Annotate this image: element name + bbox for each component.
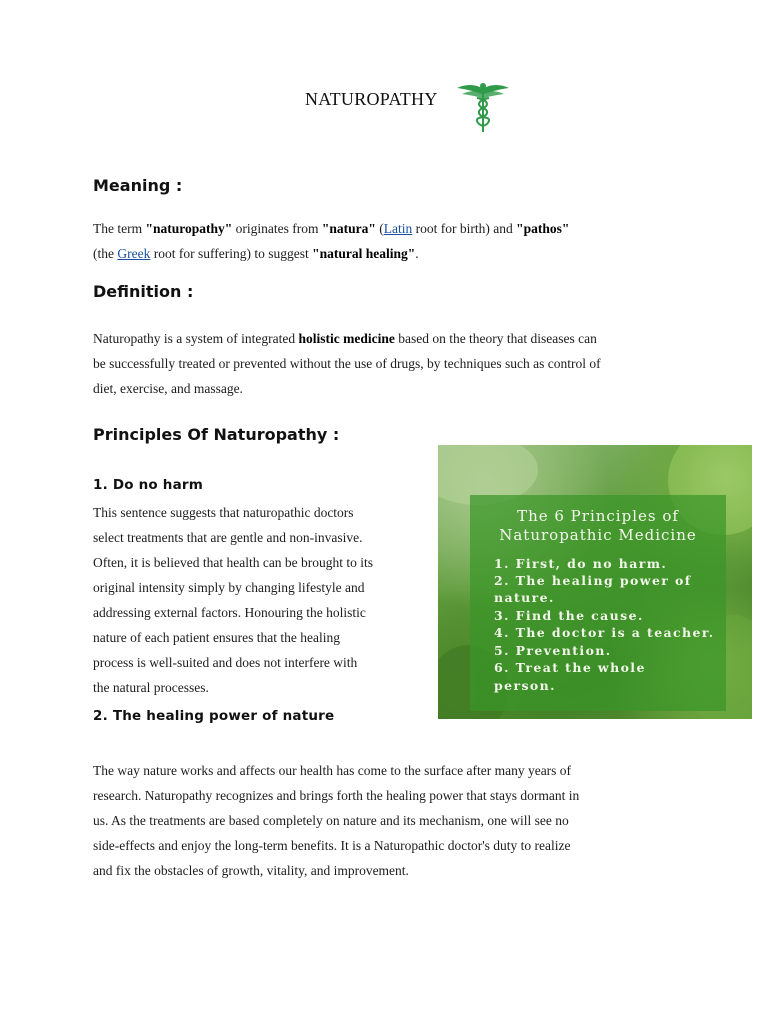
- meaning-paragraph: [93, 216, 693, 266]
- principles-image: [438, 445, 752, 719]
- panel-item: 4. The doctor is a teacher.: [494, 625, 715, 640]
- paragraph-line: side-effects and enjoy the long-term benefits. It is a Naturopathic doctor's duty to realize: [93, 838, 571, 853]
- paragraph-line: This sentence suggests that naturopathic doctors: [93, 505, 354, 520]
- principle-1-heading: 1. Do no harm: [93, 477, 204, 493]
- meaning-text: originates from: [232, 221, 322, 236]
- panel-item: person.: [494, 678, 556, 693]
- principles-panel: [470, 495, 726, 711]
- paragraph-line: and fix the obstacles of growth, vitality, and improvement.: [93, 863, 409, 878]
- panel-title: The 6 Principles of: [517, 507, 679, 525]
- meaning-text: .: [415, 246, 419, 261]
- panel-item: 3. Find the cause.: [494, 608, 644, 623]
- panel-item: 2. The healing power of: [494, 573, 692, 588]
- definition-heading: Definition :: [93, 282, 194, 301]
- paragraph-line: original intensity simply by changing lifestyle and: [93, 580, 365, 595]
- meaning-term: "natura": [321, 221, 376, 236]
- meaning-text: The term: [93, 221, 146, 236]
- definition-text: Naturopathy is a system of integrated: [93, 331, 299, 346]
- definition-line: diet, exercise, and massage.: [93, 381, 243, 396]
- principles-heading: Principles Of Naturopathy :: [93, 425, 340, 444]
- paragraph-line: process is well-suited and does not interfere with: [93, 655, 358, 670]
- paragraph-line: research. Naturopathy recognizes and brings forth the healing power that stays dormant in: [93, 788, 580, 803]
- caduceus-icon: [455, 80, 511, 134]
- panel-item: nature.: [494, 590, 555, 605]
- paragraph-line: the natural processes.: [93, 680, 209, 695]
- meaning-text: (the: [93, 246, 118, 261]
- definition-line: be successfully treated or prevented without the use of drugs, by techniques such as control of: [93, 356, 601, 371]
- paragraph-line: select treatments that are gentle and non-invasive.: [93, 530, 363, 545]
- meaning-term: "naturopathy": [145, 221, 233, 236]
- panel-item: 6. Treat the whole: [494, 660, 646, 675]
- panel-item: 5. Prevention.: [494, 643, 612, 658]
- meaning-term: "pathos": [516, 221, 570, 236]
- latin-link[interactable]: Latin: [383, 221, 413, 236]
- paragraph-line: The way nature works and affects our health has come to the surface after many years of: [93, 763, 572, 778]
- meaning-text: (: [375, 221, 384, 236]
- meaning-heading: Meaning :: [93, 176, 183, 195]
- principle-2-heading: 2. The healing power of nature: [93, 708, 335, 724]
- meaning-text: root for birth) and: [412, 221, 517, 236]
- paragraph-line: Often, it is believed that health can be brought to its: [93, 555, 374, 570]
- paragraph-line: nature of each patient ensures that the healing: [93, 630, 341, 645]
- meaning-text: root for suffering) to suggest: [150, 246, 313, 261]
- definition-text: based on the theory that diseases can: [394, 331, 597, 346]
- definition-term: holistic medicine: [298, 331, 395, 346]
- meaning-term: "natural healing": [312, 246, 416, 261]
- document-title: NATUROPATHY: [305, 89, 438, 109]
- principle-1-paragraph: [93, 500, 433, 700]
- paragraph-line: us. As the treatments are based completely on nature and its mechanism, one will see no: [93, 813, 569, 828]
- panel-title: Naturopathic Medicine: [499, 526, 697, 544]
- paragraph-line: addressing external factors. Honouring the holistic: [93, 605, 366, 620]
- greek-link[interactable]: Greek: [117, 246, 151, 261]
- panel-item: 1. First, do no harm.: [494, 556, 668, 571]
- principle-2-paragraph: [93, 758, 673, 883]
- definition-paragraph: [93, 326, 683, 401]
